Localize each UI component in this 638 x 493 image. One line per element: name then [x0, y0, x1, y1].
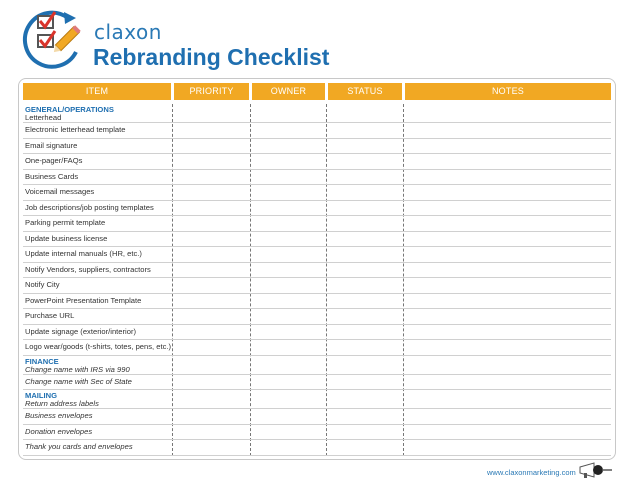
checklist-item: Return address labels: [25, 399, 99, 408]
checklist-item: Business envelopes: [25, 411, 93, 420]
section-label: FINANCE: [25, 356, 59, 366]
column-header-notes: NOTES: [405, 83, 611, 100]
table-row: [23, 325, 611, 341]
column-header-item: ITEM: [23, 83, 171, 100]
brand-name: claxon: [94, 20, 162, 44]
checklist-item: Parking permit template: [25, 218, 106, 227]
checklist-rows: [23, 104, 611, 456]
checklist-item: Voicemail messages: [25, 187, 95, 196]
checklist-item: Change name with Sec of State: [25, 376, 132, 386]
section-general-operations: [23, 104, 611, 123]
checklist-item: Job descriptions/job posting templates: [25, 202, 154, 212]
table-row: [23, 409, 611, 425]
table-row: [23, 263, 611, 279]
table-row: [23, 185, 611, 201]
table-row: [23, 201, 611, 217]
checklist-item: Change name with IRS via 990: [25, 364, 130, 374]
column-header-status: STATUS: [328, 83, 402, 100]
checklist-item: Update internal manuals (HR, etc.): [25, 249, 142, 258]
column-header-priority: PRIORITY: [174, 83, 249, 100]
checklist-item: PowerPoint Presentation Template: [25, 295, 142, 305]
section-mailing: [23, 390, 611, 409]
footer-url[interactable]: www.claxonmarketing.com: [487, 468, 576, 477]
checklist-item: Update business license: [25, 233, 108, 243]
checklist-item: Update signage (exterior/interior): [25, 326, 137, 336]
checklist-item: Letterhead: [25, 113, 62, 122]
table-row: [23, 309, 611, 325]
checklist-item: Thank you cards and envelopes: [25, 442, 133, 451]
page-title: Rebranding Checklist: [93, 44, 330, 70]
table-row: [23, 294, 611, 310]
table-row: [23, 375, 611, 391]
checklist-item: Notify Vendors, suppliers, contractors: [25, 264, 151, 274]
checklist-item: Purchase URL: [25, 311, 75, 320]
checklist-table: [18, 78, 616, 460]
checklist-item: Business Cards: [25, 171, 79, 181]
table-row: [23, 123, 611, 139]
checklist-item: Logo wear/goods (t-shirts, totes, pens, etc.): [25, 342, 172, 351]
table-row: [23, 440, 611, 456]
table-row: [23, 232, 611, 248]
table-row: [23, 154, 611, 170]
section-label: MAILING: [25, 391, 58, 400]
table-row: [23, 139, 611, 155]
section-label: GENERAL/OPERATIONS: [25, 105, 114, 114]
table-row: [23, 340, 611, 356]
column-header-owner: OWNER: [252, 83, 325, 100]
table-row: [23, 425, 611, 441]
checklist-item: Email signature: [25, 140, 78, 150]
table-row: [23, 216, 611, 232]
checklist-logo-icon: [18, 8, 84, 74]
checklist-item: Donation envelopes: [25, 426, 93, 436]
checklist-item: One-pager/FAQs: [25, 156, 83, 165]
megaphone-icon: [578, 461, 614, 479]
table-row: [23, 170, 611, 186]
checklist-item: Notify City: [25, 280, 60, 289]
table-row: [23, 247, 611, 263]
checklist-item: Electronic letterhead template: [25, 125, 126, 134]
table-row: [23, 278, 611, 294]
section-finance: [23, 356, 611, 375]
